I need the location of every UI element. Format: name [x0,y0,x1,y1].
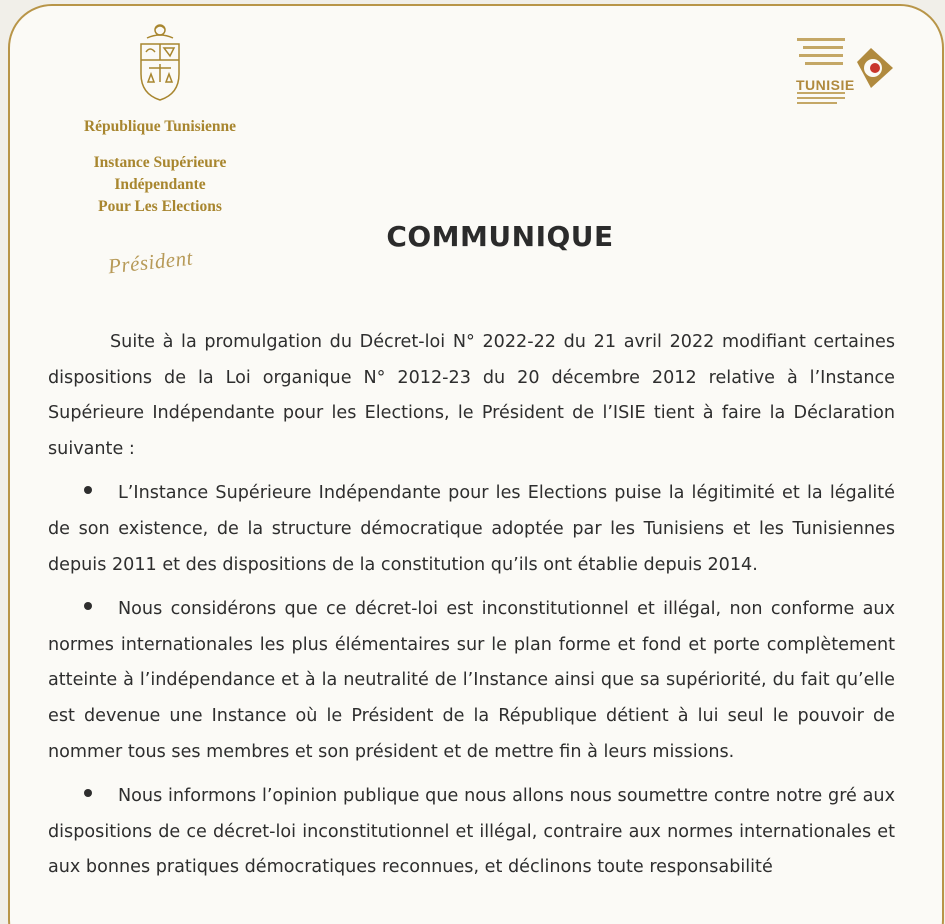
bullet-text: Nous considérons que ce décret-loi est inconstitutionnel et illégal, non conforme aux normes internationales les plus élémentaires sur le plan forme et fond et porte complètement atteinte à l’indépendance et à la neutralité de l’Instance ainsi que sa supériorité, du fait qu’elle est devenue une Instance où le Président de la République détient à lui seul le pouvoir de nommer tous ses membres et son président et de mettre fin à leurs missions. [48,599,895,762]
document-body [48,325,895,895]
institution-name [40,152,280,218]
institution-line: Pour Les Elections [98,198,222,215]
bullet-icon [84,789,92,797]
coat-of-arms-icon [133,22,187,104]
institution-line: Indépendante [114,176,206,193]
bullet-text: Nous informons l’opinion publique que nous allons nous soumettre contre notre gré aux dispositions de ce décret-loi inconstitutionnel et illégal, contraire aux normes internationales et aux bonnes pratiques démocratiques reconnues, et déclinons toute responsabilité [48,786,895,878]
bullet-paragraph [48,476,895,583]
bullet-text: L’Instance Supérieure Indépendante pour les Elections puise la légitimité et la légalité de son existence, de la structure démocratique adoptée par les Tunisiens et les Tunisiennes depuis 2011 et des dispositions de la constitution qu’ils ont établie depuis 2014. [48,483,895,575]
republic-name: République Tunisienne [83,118,237,135]
bullet-paragraph [48,592,895,770]
letterhead-left [40,22,280,218]
institution-line: Instance Supérieure [93,154,227,171]
bullet-icon [84,602,92,610]
bullet-icon [84,486,92,494]
document-title: COMMUNIQUE [386,220,614,253]
isie-logo-text: TUNISIE [796,77,855,93]
bullet-paragraph [48,779,895,886]
intro-paragraph: Suite à la promulgation du Décret-loi N° 2022-22 du 21 avril 2022 modifiant certaines dispositions de la Loi organique N° 2012-23 du 20 décembre 2012 relative à l’Instance Supérieure Indépendante pour les Elections, le Président de l’ISIE tient à faire la Déclaration suivante : [48,332,895,459]
isie-logo-icon [793,36,901,112]
president-signature: Président [106,245,194,279]
